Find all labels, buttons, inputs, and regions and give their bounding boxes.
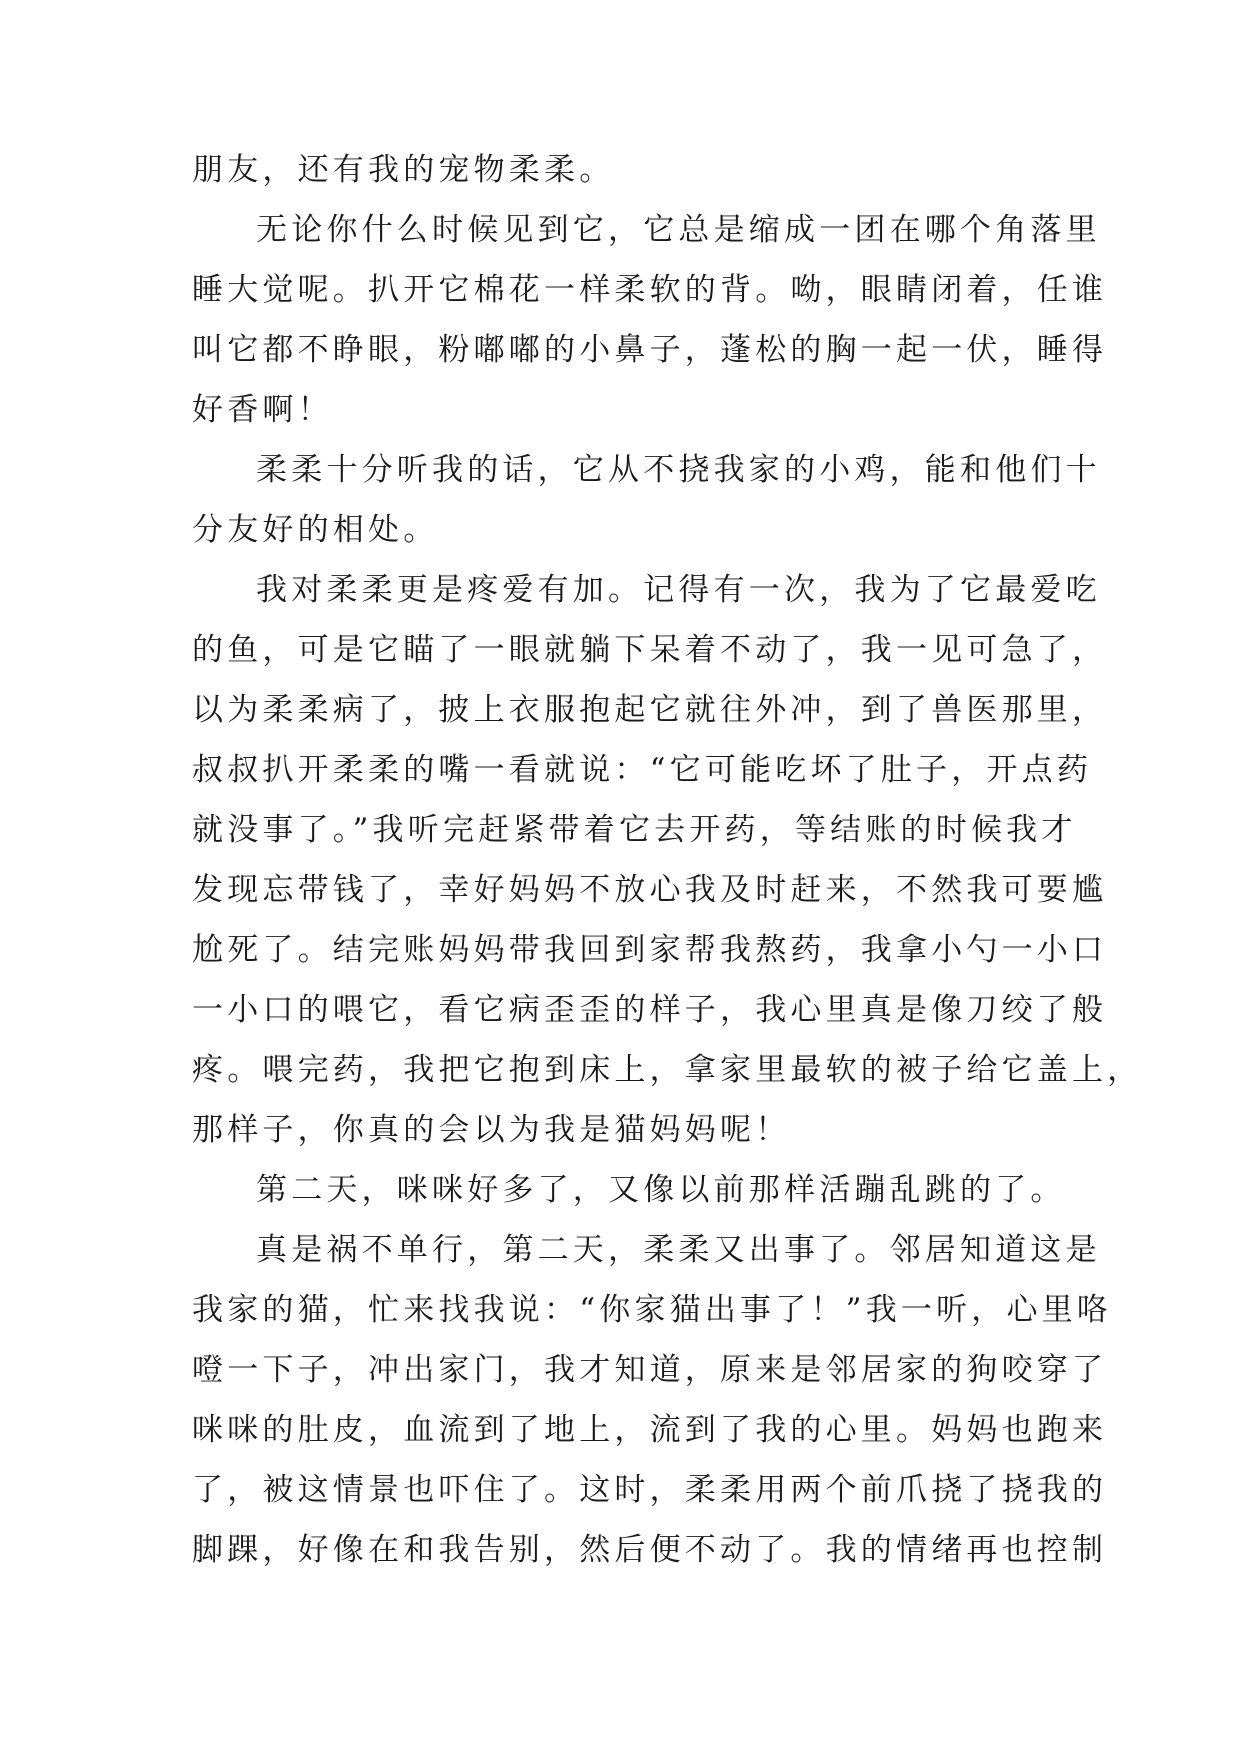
text-line-22: 咪咪的肚皮，血流到了地上，流到了我的心里。妈妈也跑来 — [192, 1412, 1108, 1448]
text-line-10: 以为柔柔病了，披上衣服抱起它就往外冲，到了兽医那里， — [192, 692, 1108, 728]
text-line-16: 疼。喂完药，我把它抱到床上，拿家里最软的被子给它盖上， — [192, 1052, 1143, 1088]
text-line-4: 叫它都不睁眼，粉嘟嘟的小鼻子，蓬松的胸一起一伏，睡得 — [192, 332, 1108, 368]
text-line-12: 就没事了。”我听完赶紧带着它去开药，等结账的时候我才 — [192, 812, 1077, 848]
text-line-3: 睡大觉呢。扒开它棉花一样柔软的背。呦，眼睛闭着，任谁 — [192, 272, 1108, 308]
text-line-14: 尬死了。结完账妈妈带我回到家帮我熬药，我拿小勺一小口 — [192, 932, 1108, 968]
text-line-11: 叔叔扒开柔柔的嘴一看就说：“它可能吃坏了肚子，开点药 — [192, 752, 1093, 788]
text-line-7: 分友好的相处。 — [192, 512, 439, 548]
text-line-19: 真是祸不单行，第二天，柔柔又出事了。邻居知道这是 — [256, 1232, 1101, 1268]
text-line-1: 朋友，还有我的宠物柔柔。 — [192, 152, 615, 188]
text-line-2: 无论你什么时候见到它，它总是缩成一团在哪个角落里 — [256, 212, 1101, 248]
text-line-13: 发现忘带钱了，幸好妈妈不放心我及时赶来，不然我可要尴 — [192, 872, 1108, 908]
text-line-24: 脚踝，好像在和我告别，然后便不动了。我的情绪再也控制 — [192, 1532, 1108, 1568]
text-line-9: 的鱼，可是它瞄了一眼就躺下呆着不动了，我一见可急了， — [192, 632, 1108, 668]
text-line-5: 好香啊！ — [192, 392, 333, 428]
text-line-18: 第二天，咪咪好多了，又像以前那样活蹦乱跳的了。 — [256, 1172, 1066, 1208]
text-line-21: 噔一下子，冲出家门，我才知道，原来是邻居家的狗咬穿了 — [192, 1352, 1108, 1388]
text-line-17: 那样子，你真的会以为我是猫妈妈呢！ — [192, 1112, 791, 1148]
text-line-20: 我家的猫，忙来找我说：“你家猫出事了！”我一听，心里咯 — [192, 1292, 1113, 1328]
text-line-8: 我对柔柔更是疼爱有加。记得有一次，我为了它最爱吃 — [256, 572, 1101, 608]
text-line-6: 柔柔十分听我的话，它从不挠我家的小鸡，能和他们十 — [256, 452, 1101, 488]
text-line-15: 一小口的喂它，看它病歪歪的样子，我心里真是像刀绞了般 — [192, 992, 1108, 1028]
text-line-23: 了，被这情景也吓住了。这时，柔柔用两个前爪挠了挠我的 — [192, 1472, 1108, 1508]
